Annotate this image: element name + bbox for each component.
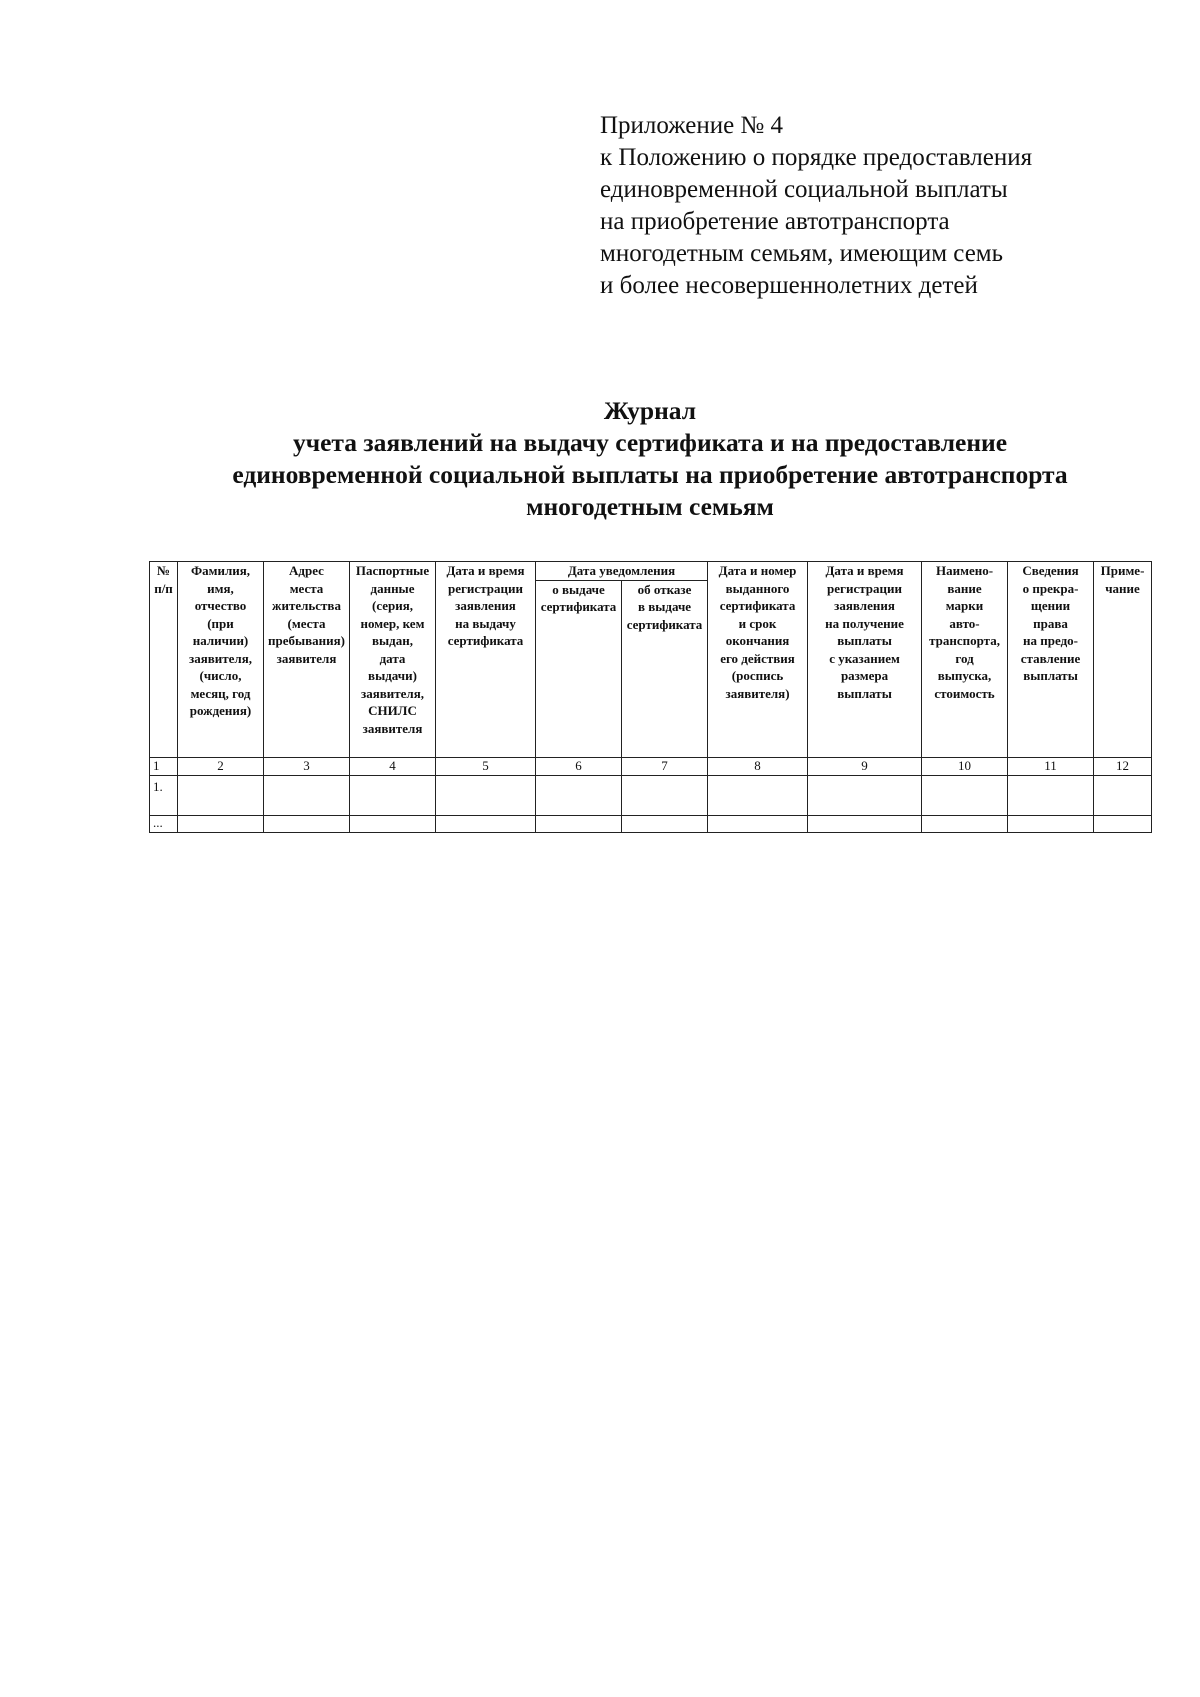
table-cell [436,815,536,832]
row-number: ... [150,815,178,832]
header-cell-termination: Сведения о прекра- щении права на предо- ставление выплаты [1008,562,1094,758]
column-number: 3 [264,757,350,775]
header-cell-notify-issue: о выдаче сертификата [536,580,622,757]
header-cell-notify-refusal: об отказе в выдаче сертификата [622,580,708,757]
appendix-line: на приобретение автотранспорта [600,208,950,235]
journal-title [100,395,1200,523]
header-cell-note: Приме- чание [1094,562,1152,758]
table-cell [178,775,264,815]
column-number: 4 [350,757,436,775]
table-cell [350,815,436,832]
journal-title-line: учета заявлений на выдачу сертификата и на предоставление [292,428,1008,457]
table-cell [622,815,708,832]
table-cell [1094,815,1152,832]
table-cell [536,775,622,815]
table-cell [922,775,1008,815]
appendix-line: единовременной социальной выплаты [600,176,1008,203]
table-cell [536,815,622,832]
column-number: 9 [808,757,922,775]
row-number: 1. [150,775,178,815]
table-cell [264,775,350,815]
appendix-line: многодетным семьям, имеющим семь [600,240,1004,267]
table-cell [622,775,708,815]
column-number: 5 [436,757,536,775]
journal-table [149,561,1152,833]
table-row [150,815,1152,832]
header-cell-number: № п/п [150,562,178,758]
table-cell [808,775,922,815]
header-cell-notification-group: Дата уведомления [536,562,708,581]
journal-title-line: Журнал [603,396,697,425]
table-cell [436,775,536,815]
header-cell-payment-registration: Дата и время регистрации заявления на получение выплаты с указанием размера выплаты [808,562,922,758]
appendix-line: к Положению о порядке предоставления [600,144,1033,171]
column-number-row [150,757,1152,775]
column-number: 1 [150,757,178,775]
table-cell [264,815,350,832]
column-number: 6 [536,757,622,775]
appendix-line: Приложение № 4 [600,112,784,139]
column-number: 7 [622,757,708,775]
header-cell-address: Адрес места жительства (места пребывания) заявителя [264,562,350,758]
header-cell-registration-date: Дата и время регистрации заявления на выдачу сертификата [436,562,536,758]
header-cell-passport: Паспортные данные (серия, номер, кем выдан, дата выдачи) заявителя, СНИЛС заявителя [350,562,436,758]
column-number: 11 [1008,757,1094,775]
table-cell [708,815,808,832]
table-cell [922,815,1008,832]
appendix-block [600,110,1160,302]
column-number: 12 [1094,757,1152,775]
header-cell-vehicle: Наимено- вание марки авто- транспорта, год выпуска, стоимость [922,562,1008,758]
header-cell-certificate-number: Дата и номер выданного сертификата и срок окончания его действия (роспись заявителя) [708,562,808,758]
table-row [150,775,1152,815]
table-cell [350,775,436,815]
table-cell [1008,815,1094,832]
table-cell [1008,775,1094,815]
table-cell [178,815,264,832]
table-cell [1094,775,1152,815]
journal-title-line: единовременной социальной выплаты на приобретение автотранспорта [232,460,1068,489]
journal-title-line: многодетным семьям [526,492,774,521]
appendix-line: и более несовершеннолетних детей [600,272,978,299]
table-cell [808,815,922,832]
header-cell-applicant-name: Фамилия, имя, отчество (при наличии) заявителя, (число, месяц, год рождения) [178,562,264,758]
column-number: 10 [922,757,1008,775]
header-row [150,562,1152,581]
column-number: 8 [708,757,808,775]
table-cell [708,775,808,815]
column-number: 2 [178,757,264,775]
